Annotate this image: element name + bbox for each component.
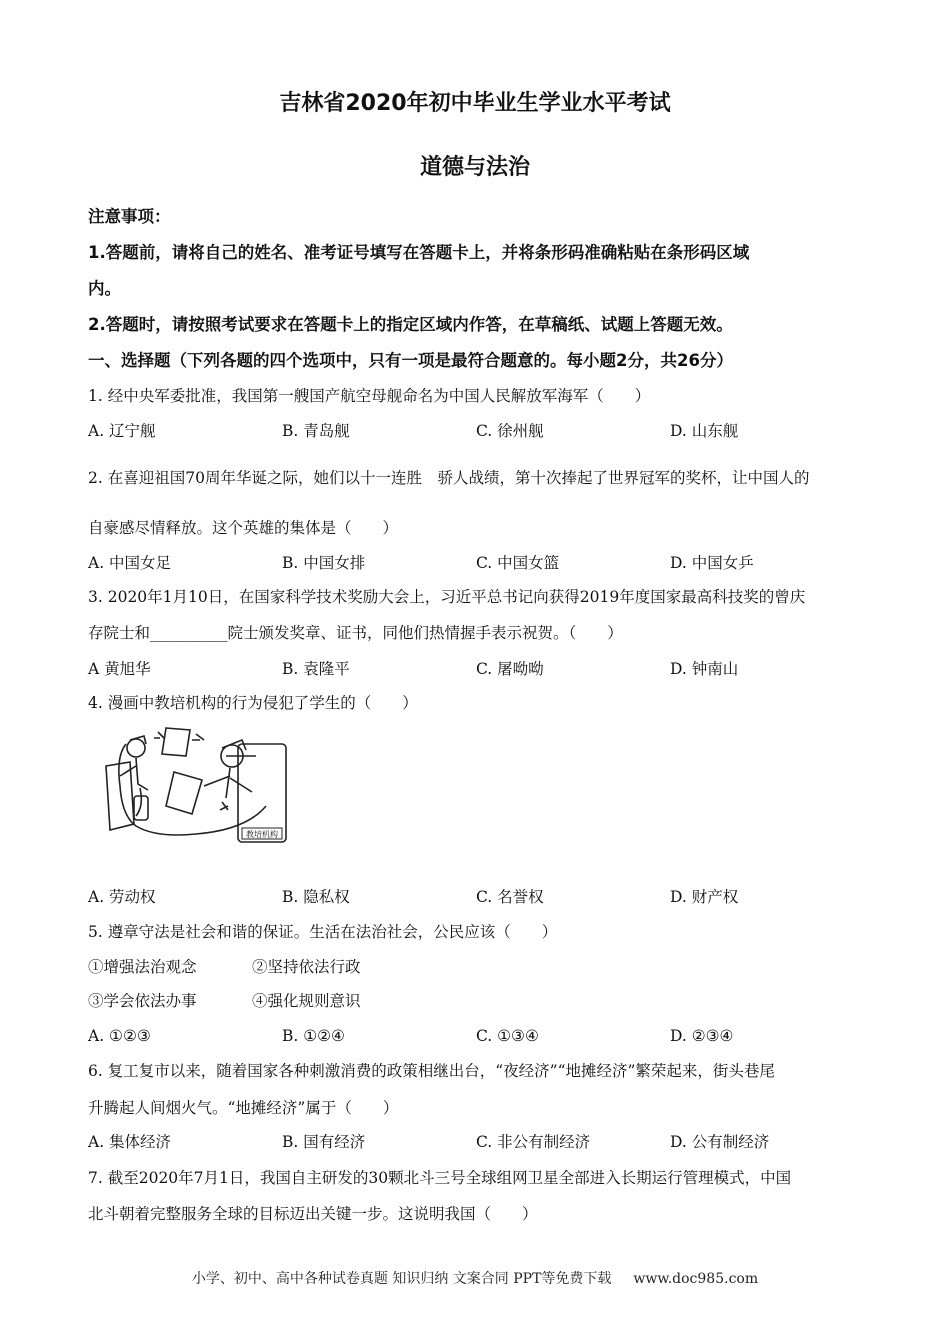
choice-3: ③学会依法办事 bbox=[88, 992, 197, 1010]
notice-item-2: 2.答题时，请按照考试要求在答题卡上的指定区域内作答，在草稿纸、试题上答题无效。 bbox=[88, 315, 733, 334]
option-c: C. 徐州舰 bbox=[476, 422, 544, 440]
question-2-options bbox=[88, 552, 868, 574]
option-d: D. 公有制经济 bbox=[670, 1133, 770, 1151]
option-b: B. 隐私权 bbox=[282, 888, 350, 906]
option-c: C. 屠呦呦 bbox=[476, 660, 544, 678]
notice-item-1-line-1: 1.答题前，请将自己的姓名、准考证号填写在答题卡上，并将条形码准确粘贴在条形码区域 bbox=[88, 243, 750, 262]
question-3-stem-line-2: 存院士和__________院士颁发奖章、证书，同他们热情握手表示祝贺。（ ） bbox=[88, 624, 623, 642]
option-a: A. 劳动权 bbox=[88, 888, 156, 906]
choice-4: ④强化规则意识 bbox=[252, 992, 361, 1010]
option-c: C. 中国女篮 bbox=[476, 554, 560, 572]
question-7-stem-line-1: 7. 截至2020年7月1日，我国自主研发的30颗北斗三号全球组网卫星全部进入长期运行管理模式，中国 bbox=[88, 1169, 792, 1187]
footer-link[interactable]: www.doc985.com bbox=[633, 1271, 759, 1287]
option-d: D. 山东舰 bbox=[670, 422, 739, 440]
question-5-choices-line-2 bbox=[88, 990, 868, 1012]
option-d: D. 财产权 bbox=[670, 888, 739, 906]
question-2-stem-line-1: 2. 在喜迎祖国70周年华诞之际，她们以十一连胜 骄人战绩，第十次捧起了世界冠军的奖杯，让中国人的 bbox=[88, 469, 810, 487]
option-b: B. 国有经济 bbox=[282, 1133, 366, 1151]
option-a: A. 辽宁舰 bbox=[88, 422, 156, 440]
page-title: 吉林省2020年初中毕业生学业水平考试 bbox=[279, 91, 671, 116]
option-a: A. ①②③ bbox=[88, 1027, 151, 1045]
option-c: C. ①③④ bbox=[476, 1027, 539, 1045]
option-a: A. 中国女足 bbox=[88, 554, 172, 572]
question-6-options bbox=[88, 1131, 868, 1153]
question-5-options bbox=[88, 1025, 868, 1047]
option-c: C. 非公有制经济 bbox=[476, 1133, 591, 1151]
question-5-choices-line-1 bbox=[88, 956, 868, 978]
question-4-options bbox=[88, 886, 868, 908]
page-footer bbox=[0, 1268, 950, 1288]
question-6-stem-line-2: 升腾起人间烟火气。“地摊经济”属于（ ） bbox=[88, 1099, 399, 1117]
option-b: B. 中国女排 bbox=[282, 554, 366, 572]
option-b: B. 青岛舰 bbox=[282, 422, 350, 440]
option-c: C. 名誉权 bbox=[476, 888, 544, 906]
question-6-stem-line-1: 6. 复工复市以来，随着国家各种刺激消费的政策相继出台，“夜经济”“地摊经济”繁荣起来，街头巷尾 bbox=[88, 1062, 775, 1080]
choice-2: ②坚持依法行政 bbox=[252, 958, 361, 976]
option-d: D. ②③④ bbox=[670, 1027, 734, 1045]
footer-text: 小学、初中、高中各种试卷真题 知识归纳 文案合同 PPT等免费下载 bbox=[191, 1271, 612, 1287]
option-b: B. 袁隆平 bbox=[282, 660, 350, 678]
subject-title: 道德与法治 bbox=[419, 155, 530, 180]
option-b: B. ①②④ bbox=[282, 1027, 345, 1045]
question-5-stem: 5. 遵章守法是社会和谐的保证。生活在法治社会，公民应该（ ） bbox=[88, 923, 558, 941]
cartoon-sign: 教培机构 bbox=[246, 830, 278, 839]
question-1-stem: 1. 经中央军委批准，我国第一艘国产航空母舰命名为中国人民解放军海军（ ） bbox=[88, 387, 651, 405]
question-3-options bbox=[88, 658, 868, 680]
option-d: D. 中国女乒 bbox=[670, 554, 754, 572]
question-2-stem-line-2: 自豪感尽情释放。这个英雄的集体是（ ） bbox=[88, 519, 399, 537]
option-a: A. 集体经济 bbox=[88, 1133, 172, 1151]
option-a: A 黄旭华 bbox=[88, 660, 151, 678]
question-1-options bbox=[88, 420, 868, 442]
notice-item-1-line-2: 内。 bbox=[88, 279, 121, 298]
question-3-stem-line-1: 3. 2020年1月10日，在国家科学技术奖励大会上，习近平总书记向获得2019年度国家最高科技奖的曾庆 bbox=[88, 588, 806, 606]
option-d: D. 钟南山 bbox=[670, 660, 739, 678]
question-7-stem-line-2: 北斗朝着完整服务全球的目标迈出关键一步。这说明我国（ ） bbox=[88, 1205, 538, 1223]
section-heading: 一、选择题（下列各题的四个选项中，只有一项是最符合题意的。每小题2分，共26分） bbox=[88, 351, 733, 370]
notice-heading: 注意事项： bbox=[88, 207, 171, 226]
question-4-stem: 4. 漫画中教培机构的行为侵犯了学生的（ ） bbox=[88, 694, 418, 712]
cartoon-illustration bbox=[96, 726, 306, 852]
choice-1: ①增强法治观念 bbox=[88, 958, 197, 976]
